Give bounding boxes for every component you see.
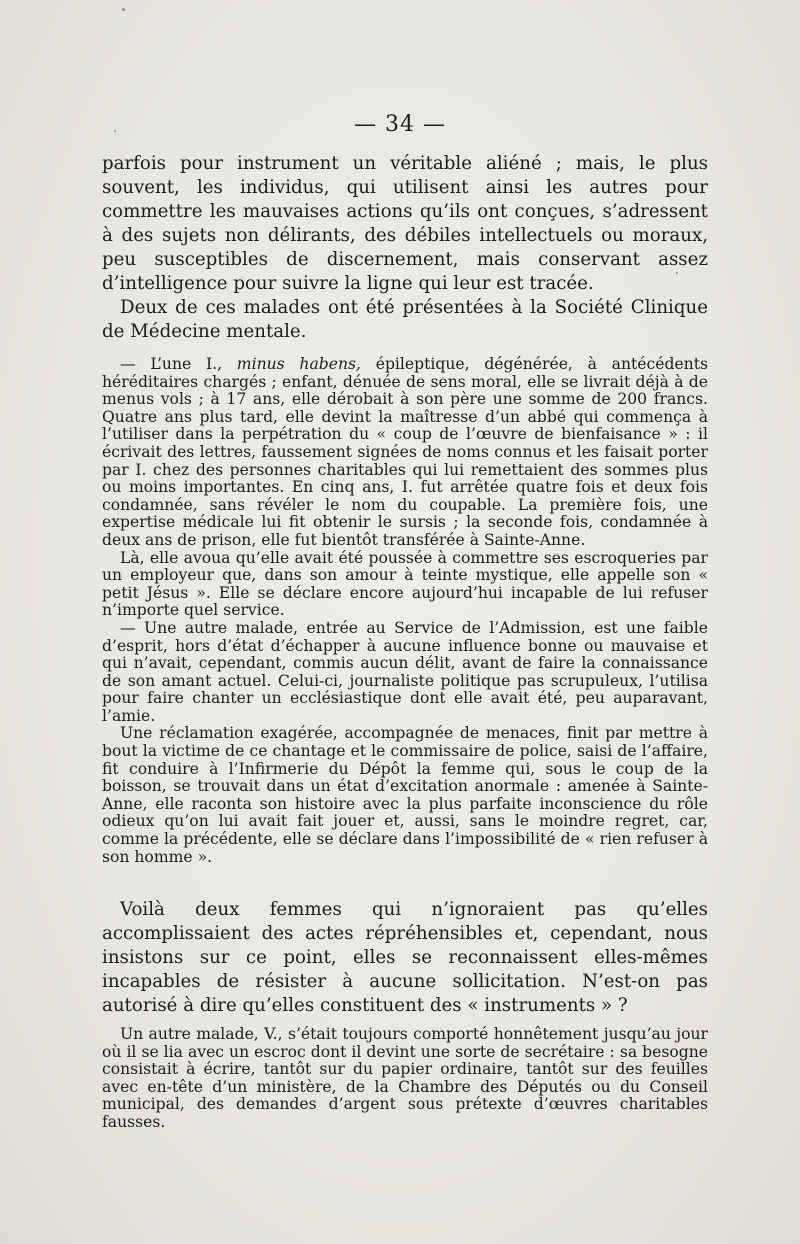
opening-section [102, 152, 708, 344]
paper-speck [676, 272, 678, 274]
page-number: — 34 — [354, 112, 446, 137]
case-studies-section [102, 356, 708, 866]
final-case-section [102, 1026, 708, 1132]
paragraph-continuation: parfois pour instrument un véritable aliéné ; mais, le plus souvent, les individus, qui utilisent ainsi les autres pour commettre les mauvaises actions qu’ils ont conçues, s’adressent à des sujets non délirants, des débiles intellectuels ou moraux, peu susceptibles de discernement, mais conservant assez d’intelligence pour suivre la ligne qui leur est tracée. [102, 153, 708, 294]
paper-speck [122, 8, 125, 11]
paper-speck [114, 130, 116, 132]
case-one-text: épileptique, dégénérée, à antécédents héréditaires chargés ; enfant, dénuée de sens moral, elle se livrait déjà à de menus vols ; à 17 ans, elle dérobait à son père une somme de 200 francs. Quatre ans plus tard, elle devint la maîtresse d’un abbé qui commença à l’utiliser dans la perpétration du « coup de l’œuvre de bienfaisance » : il écrivait des lettres, faussement signées de noms connus et les faisait porter par I. chez des personnes charitables qui lui remettaient des sommes plus ou moins importantes. En cinq ans, I. fut arrêtée quatre fois et deux fois condamnée, sans révéler le nom du coupable. La première fois, une expertise médicale lui fit obtenir le sursis ; la seconde fois, condamnée à deux ans de prison, elle fut bientôt transférée à Sainte-Anne. [102, 355, 708, 549]
paragraph-case-one [102, 356, 708, 550]
paragraph-case-three: Un autre malade, V., s’était toujours comporté honnêtement jusqu’au jour où il se lia avec un escroc dont il devint une sorte de secrétaire : sa besogne consistait à écrire, tantôt sur du papier ordinaire, tantôt sur des feuilles avec en-tête d’un ministère, de la Chambre des Députés ou du Conseil municipal, des demandes d’argent sous prétexte d’œuvres charitables fausses. [102, 1025, 708, 1131]
case-one-prefix: — L’une I., [120, 355, 237, 373]
paragraph-two-patients: Deux de ces malades ont été présentées à la Société Clinique de Médecine mentale. [102, 297, 708, 342]
case-one-italic-term: minus habens, [236, 355, 361, 373]
conclusion-section [102, 898, 708, 1018]
paragraph-confession: Là, elle avoua qu’elle avait été poussée à commettre ses escroqueries par un employeur que, dans son amour à teinte mystique, elle appelle son « petit Jésus ». Elle se déclare encore aujourd’hui incapable de lui refuser n’importe quel service. [102, 548, 708, 620]
paragraph-case-two: — Une autre malade, entrée au Service de l’Admission, est une faible d’esprit, hors d’état d’échapper à aucune influence bonne ou mauvaise et qui n’avait, cependant, commis aucun délit, avant de faire la connaissance de son amant actuel. Celui-ci, journaliste politique pas scrupuleux, l’utilisa pour faire chanter un ecclésiastique dont elle avait été, peu auparavant, l’amie. [102, 618, 708, 725]
paragraph-complaint: Une réclamation exagérée, accompagnée de menaces, finit par mettre à bout la victime de ce chantage et le commissaire de police, saisi de l’affaire, fit conduire à l’Infirmerie du Dépôt la femme qui, sous le coup de la boisson, se trouvait dans un état d’excitation anormale : amenée à Sainte-Anne, elle raconta son histoire avec la plus parfaite inconscience du rôle odieux qu’on lui avait fait jouer et, aussi, sans le moindre regret, car, comme la précédente, elle se déclare dans l’impossibilité de « rien refuser à son homme ». [102, 724, 708, 866]
paragraph-two-women: Voilà deux femmes qui n’ignoraient pas qu’elles accomplissaient des actes répréhensibles et, cependant, nous insistons sur ce point, elles se reconnaissent elles-mêmes incapables de résister à aucune sollicitation. N’est-on pas autorisé à dire qu’elles constituent des « instruments » ? [102, 899, 708, 1016]
